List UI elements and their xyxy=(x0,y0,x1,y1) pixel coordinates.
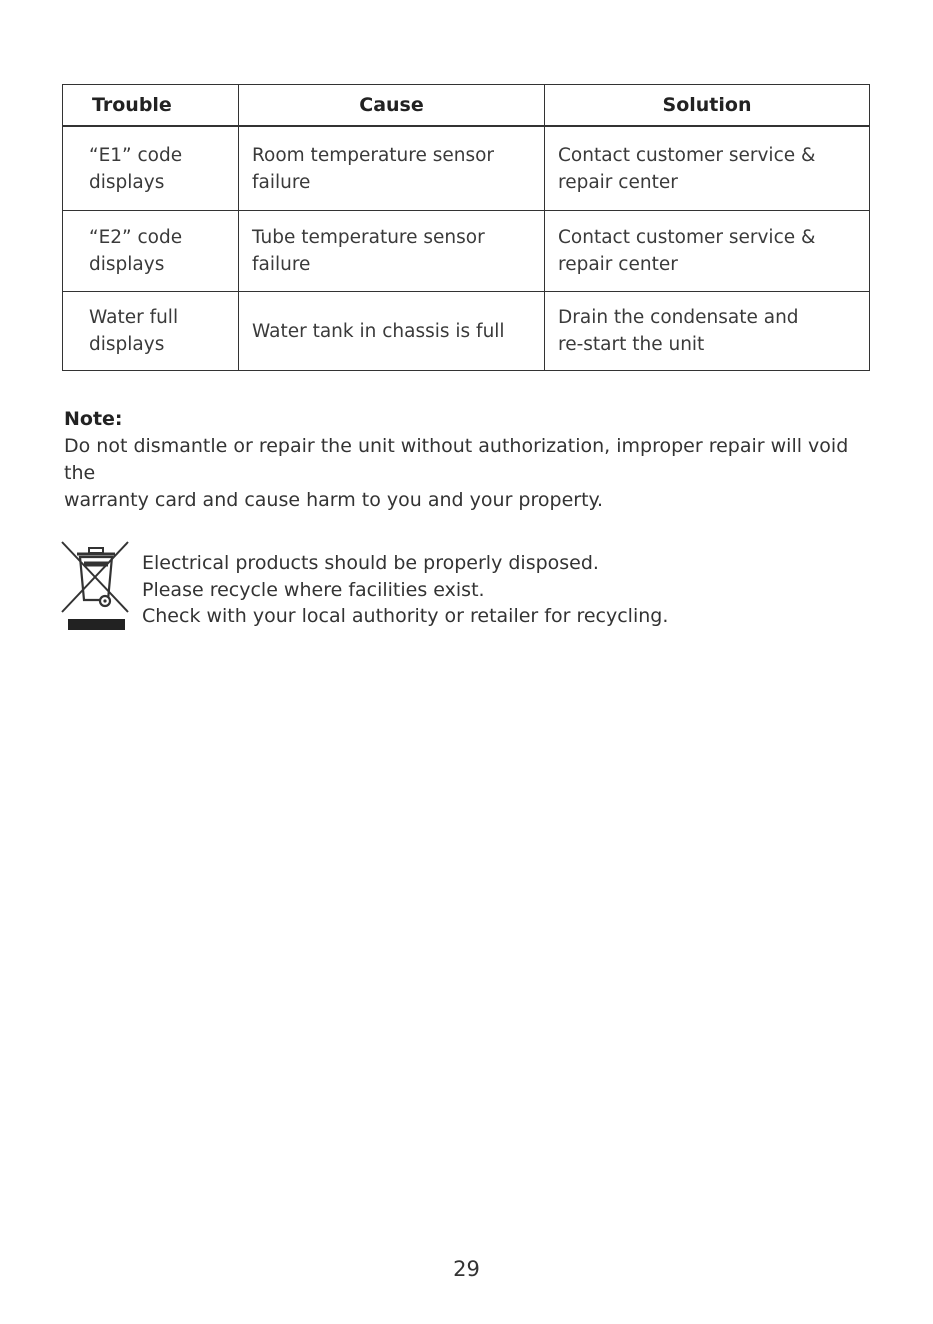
trouble-text: “E1” code xyxy=(89,144,183,166)
solution-text: Contact customer service & xyxy=(558,227,816,248)
note-line: Do not dismantle or repair the unit without authorization, improper repair will void the xyxy=(64,435,849,484)
header-solution: Solution xyxy=(545,85,870,127)
cause-text: Water tank in chassis is full xyxy=(252,320,505,342)
solution-cell xyxy=(545,292,870,371)
note-section xyxy=(64,406,874,514)
table-row xyxy=(63,292,870,371)
table-header-row xyxy=(63,85,870,127)
solution-text: Contact customer service & xyxy=(558,144,816,166)
header-trouble: Trouble xyxy=(63,85,239,127)
crossed-out-wheelie-bin-icon xyxy=(58,538,130,634)
solution-text: re-start the unit xyxy=(558,334,705,355)
recycling-section xyxy=(58,538,878,638)
page-number: 29 xyxy=(453,1257,480,1281)
cause-cell xyxy=(239,292,545,371)
trouble-cell xyxy=(63,211,239,292)
cause-text: Room temperature sensor xyxy=(252,144,495,166)
solution-cell xyxy=(545,211,870,292)
table-row xyxy=(63,126,870,211)
trouble-text: Water full xyxy=(89,307,179,328)
trouble-text: “E2” code xyxy=(89,227,183,248)
solution-text: Drain the condensate and xyxy=(558,307,799,328)
recycling-line: Please recycle where facilities exist. xyxy=(142,578,485,601)
trouble-cell xyxy=(63,126,239,211)
recycling-line: Check with your local authority or retailer for recycling. xyxy=(142,605,669,627)
note-title: Note: xyxy=(64,408,123,430)
cause-cell xyxy=(239,126,545,211)
trouble-cell xyxy=(63,292,239,371)
solution-cell xyxy=(545,126,870,211)
cause-text: Tube temperature sensor xyxy=(252,227,485,248)
solution-text: repair center xyxy=(558,254,678,275)
recycling-line: Electrical products should be properly disposed. xyxy=(142,552,599,574)
recycling-text xyxy=(142,550,668,630)
header-cause: Cause xyxy=(239,85,545,127)
troubleshooting-table xyxy=(62,84,870,371)
cause-cell xyxy=(239,211,545,292)
cause-text: failure xyxy=(252,254,311,275)
solution-text: repair center xyxy=(558,171,678,193)
trouble-text: displays xyxy=(89,334,165,355)
table-row xyxy=(63,211,870,292)
trouble-text: displays xyxy=(89,254,165,275)
trouble-text: displays xyxy=(89,171,165,193)
cause-text: failure xyxy=(252,171,311,193)
note-line: warranty card and cause harm to you and your property. xyxy=(64,489,604,511)
